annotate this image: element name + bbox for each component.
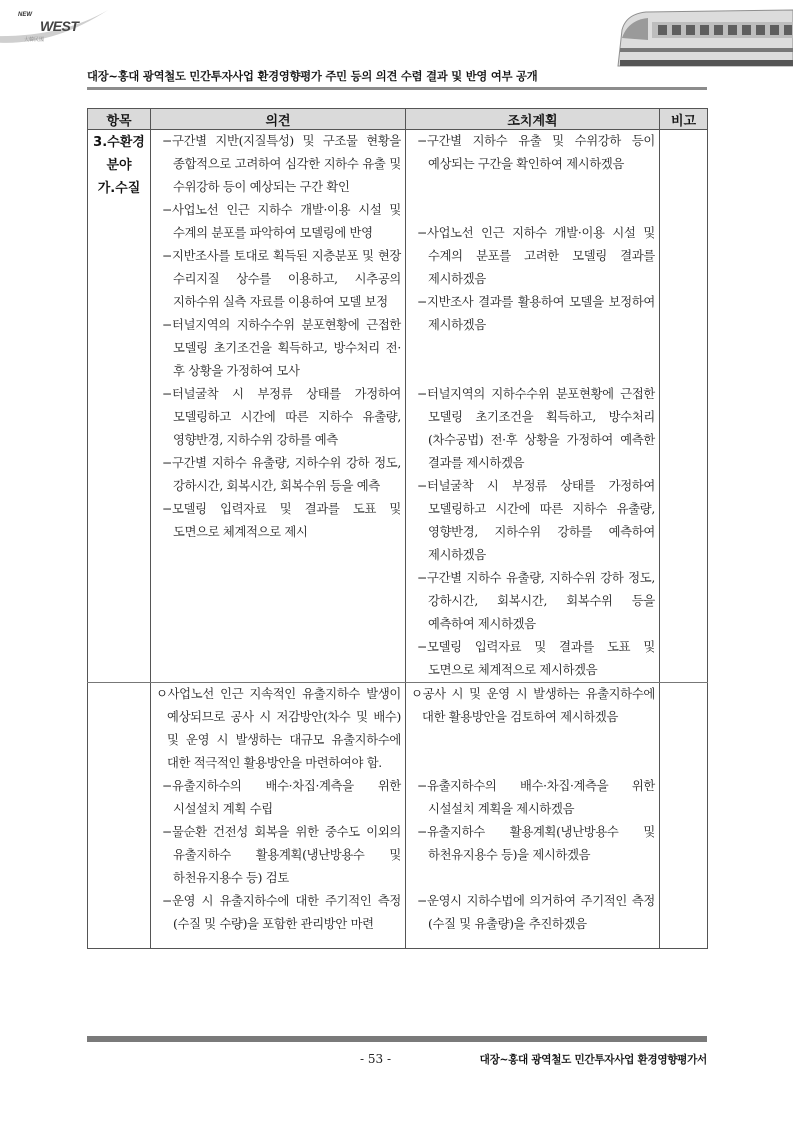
dash-item: −지반조사 결과를 활용하여 모델을 보정하여 제시하겠음	[417, 295, 655, 332]
footer-title: 대장~홍대 광역철도 민간투자사업 환경영향평가서	[479, 1054, 707, 1066]
dash-item: −지반조사를 토대로 획득된 지층분포 및 현장 수리지질 상수를 이용하고, 시추공의 지하수위 실측 자료를 이용하여 모델 보정	[162, 249, 401, 309]
table-header-row	[88, 109, 708, 130]
dash-item: −유출지하수의 배수·차집·계측을 위한 시설설치 계획 수립	[162, 779, 401, 816]
dash-item: −운영시 지하수법에 의거하여 주기적인 측정(수질 및 유출량)을 추진하겠음	[417, 894, 655, 931]
footer-divider	[87, 1036, 707, 1042]
header-action-plan: 조치계획	[406, 109, 660, 130]
category-line: 3.수환경	[93, 135, 145, 150]
category-line: 가.수질	[97, 181, 141, 196]
dash-item: −구간별 지하수 유출 및 수위강하 등이 예상되는 구간을 확인하여 제시하겠음	[417, 134, 655, 171]
action-cell	[406, 130, 660, 683]
opinion-cell	[151, 130, 406, 683]
dash-item: −구간별 지하수 유출량, 지하수위 강하 정도, 강하시간, 회복시간, 회복수위 등을 예측	[162, 456, 401, 493]
remarks-cell	[660, 683, 708, 949]
header-remarks: 비고	[660, 109, 708, 130]
dash-item: −구간별 지하수 유출량, 지하수위 강하 정도, 강하시간, 회복시간, 회복수위 등을 예측하여 제시하겠음	[417, 571, 655, 631]
opinion-table	[87, 108, 708, 949]
dash-item: −운영 시 유출지하수에 대한 주기적인 측정(수질 및 수량)을 포함한 관리방안 마련	[162, 894, 401, 931]
page-number: - 53 -	[360, 1052, 392, 1066]
dash-item: −구간별 지반(지질특성) 및 구조물 현황을 종합적으로 고려하여 심각한 지하수 유출 및 수위강하 등이 예상되는 구간 확인	[162, 134, 401, 194]
dash-item: −터널지역의 지하수수위 분포현황에 근접한 모델링 초기조건을 획득하고, 방수처리(차수공법) 전·후 상황을 가정하여 예측한 결과를 제시하겠음	[417, 387, 655, 470]
header-item: 항목	[88, 109, 151, 130]
category-cell	[88, 683, 151, 949]
logo-main-text: WEST	[40, 18, 79, 34]
dash-item: −터널지역의 지하수수위 분포현황에 근접한 모델링 초기조건을 획득하고, 방수처리 전·후 상황을 가정하여 모사	[162, 318, 401, 378]
table-row	[88, 130, 708, 683]
table-row	[88, 683, 708, 949]
train-icon	[612, 8, 793, 68]
dash-item: −물순환 건전성 회복을 위한 중수도 이외의 유출지하수 활용계획(냉난방용수 및 하천유지용수 등) 검토	[162, 825, 401, 885]
category-line: 분야	[106, 158, 132, 173]
header-title: 대장~홍대 광역철도 민간투자사업 환경영향평가 주민 등의 의견 수렴 결과 및 반영 여부 공개	[87, 70, 538, 83]
dash-item: −터널굴착 시 부정류 상태를 가정하여 모델링하고 시간에 따른 지하수 유출량, 영향반경, 지하수위 강하를 예측하여 제시하겠음	[417, 479, 655, 562]
circle-item: ㅇ공사 시 및 운영 시 발생하는 유출지하수에 대한 활용방안을 검토하여 제시하겠음	[411, 687, 655, 724]
dash-item: −사업노선 인근 지하수 개발·이용 시설 및 수계의 분포를 고려한 모델링 결과를 제시하겠음	[417, 226, 655, 286]
action-cell	[406, 683, 660, 949]
header-divider	[87, 87, 707, 90]
dash-item: −터널굴착 시 부정류 상태를 가정하여 모델링하고 시간에 따른 지하수 유출량, 영향반경, 지하수위 강하를 예측	[162, 387, 401, 447]
category-cell	[88, 130, 151, 683]
dash-item: −모델링 입력자료 및 결과를 도표 및 도면으로 체계적으로 제시	[162, 502, 401, 539]
logo-sub-text: 大韓民國	[24, 37, 45, 43]
logo	[14, 12, 94, 42]
circle-item: ㅇ사업노선 인근 지속적인 유출지하수 발생이 예상되므로 공사 시 저감방안(차수 및 배수) 및 운영 시 발생하는 대규모 유출지하수에 대한 적극적인 활용방안을 마련하여야 함.	[156, 687, 401, 770]
logo-top-text: NEW	[18, 12, 32, 18]
remarks-cell	[660, 130, 708, 683]
page-header	[0, 0, 793, 100]
header-opinion: 의견	[151, 109, 406, 130]
opinion-cell	[151, 683, 406, 949]
dash-item: −유출지하수의 배수·차집·계측을 위한 시설설치 계획을 제시하겠음	[417, 779, 655, 816]
dash-item: −사업노선 인근 지하수 개발·이용 시설 및 수계의 분포를 파악하여 모델링에 반영	[162, 203, 401, 240]
dash-item: −유출지하수 활용계획(냉난방용수 및 하천유지용수 등)을 제시하겠음	[417, 825, 655, 862]
dash-item: −모델링 입력자료 및 결과를 도표 및 도면으로 체계적으로 제시하겠음	[417, 640, 655, 677]
